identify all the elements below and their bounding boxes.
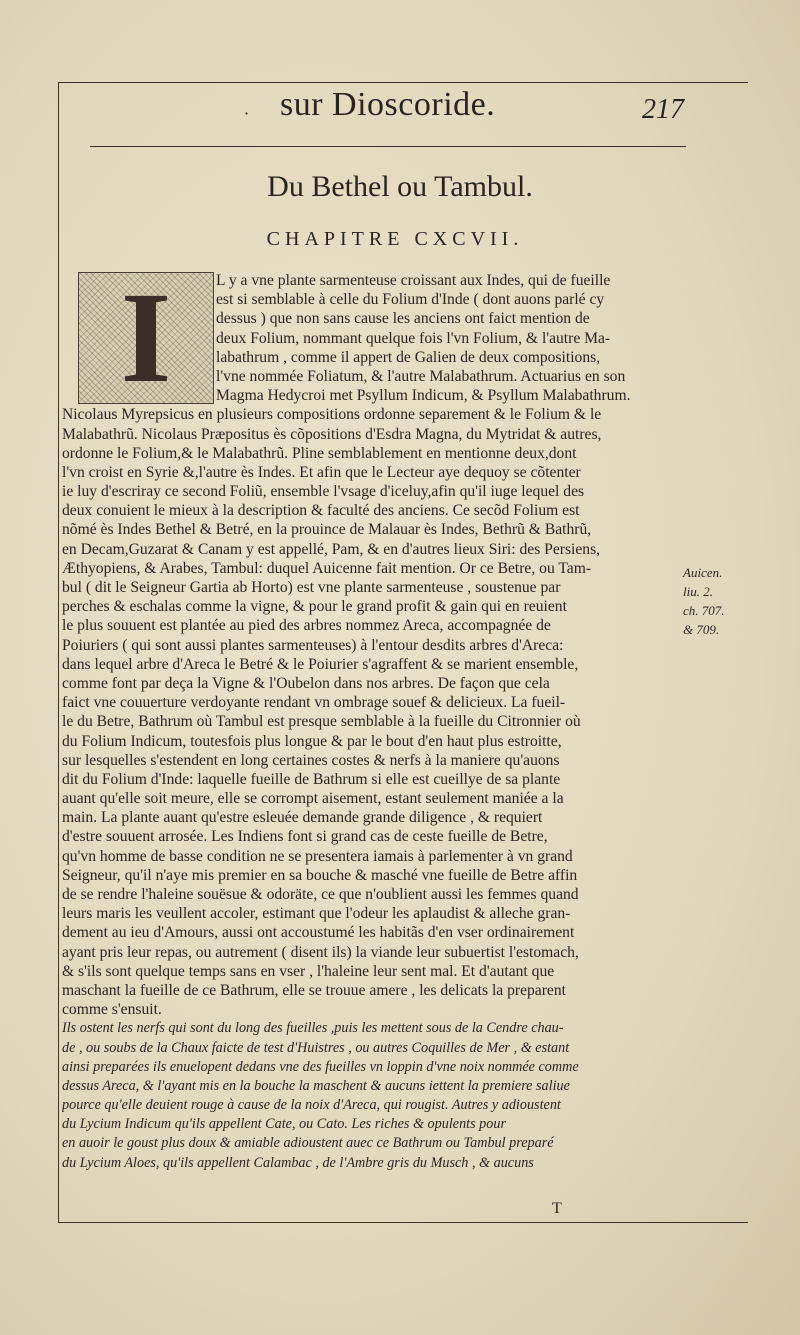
margin-note-line: Auicen.: [683, 565, 723, 580]
text-line: L y a vne plante sarmenteuse croissant aux Indes, qui de fueille: [216, 272, 611, 289]
catchword: T: [552, 1200, 562, 1217]
text-line: dement au ieu d'Amours, aussi ont accoustumé les habitãs d'en vser ordinairement: [62, 924, 575, 942]
text-line: comme font par deça la Vigne & l'Oubelon dans nos arbres. De façon que cela: [62, 674, 550, 692]
chapter-number: CHAPITRE CXCVII.: [266, 228, 524, 250]
text-line: de , ou soubs de la Chaux faicte de test d'Huistres , ou autres Coquilles de Mer , & estant: [62, 1039, 570, 1056]
text-line: auant qu'elle soit meure, elle se corrompt aisement, estant seulement maniée a la: [62, 790, 564, 808]
text-line: dans lequel arbre d'Areca le Betré & le Poiurier s'agraffent & se marient ensemble,: [62, 655, 579, 673]
margin-note-line: & 709.: [683, 622, 720, 637]
text-line: dessus Areca, & l'ayant mis en la bouche la maschent & aucuns iettent la premiere saliue: [62, 1077, 570, 1094]
margin-note: [683, 563, 743, 639]
text-line: dessus ) que non sans cause les anciens ont faict mention de: [216, 310, 590, 328]
text-line: perches & eschalas comme la vigne, & pour le grand profit & gain qui en reuient: [62, 598, 567, 616]
text-line: du Folium Indicum, toutesfois plus longue & par le bout d'en haut plus estroitte,: [62, 732, 562, 750]
text-line: comme s'ensuit.: [62, 1001, 162, 1019]
text-line: du Lycium Indicum qu'ils appellent Cate, ou Cato. Les riches & opulents pour: [62, 1116, 506, 1133]
text-line: Magma Hedycroi met Psyllum Indicum, & Psyllum Malabathrum.: [216, 387, 631, 405]
running-head: sur Dioscoride.: [280, 86, 496, 123]
text-line: l'vn croist en Syrie &,l'autre ès Indes. Et afin que le Lecteur aye dequoy se cõtenter: [62, 463, 581, 481]
body-text: [62, 266, 680, 1173]
text-line: dit du Folium d'Inde: laquelle fueille de Bathrum si elle est cueillye de sa plante: [62, 770, 561, 788]
text-line: ayant pris leur repas, ou autrement ( disent ils) la viande leur subuertist l'estomach,: [62, 943, 579, 961]
text-line: le plus souuent est plantée au pied des arbres nommez Areca, accompagnée de: [62, 617, 551, 635]
header-ornament-dot: ·: [244, 104, 250, 123]
page-number: 217: [642, 94, 684, 125]
text-line: d'estre souuent arrosée. Les Indiens font si grand cas de ceste fueille de Betre,: [62, 828, 548, 846]
initial-letter: I: [120, 266, 172, 410]
frame-bottom-rule: [58, 1222, 748, 1223]
text-line: l'vne nommée Foliatum, & l'autre Malabathrum. Actuarius en son: [216, 367, 626, 385]
text-line: qu'vn homme de basse condition ne se presentera iamais à parlementer à vn grand: [62, 847, 573, 865]
text-line: main. La plante auant qu'estre esleuée demande grande diligence , & requiert: [62, 809, 543, 827]
text-line: ordonne le Folium,& le Malabathrũ. Pline semblablement en mentionne deux,dont: [62, 444, 577, 462]
text-line: Malabathrũ. Nicolaus Præpositus ès cõpositions d'Esdra Magna, du Mytridat & autres,: [62, 425, 602, 443]
text-line: le du Betre, Bathrum où Tambul est presque semblable à la fueille du Citronnier où: [62, 713, 581, 731]
text-line: labathrum , comme il appert de Galien de deux compositions,: [216, 348, 601, 366]
text-line: Seigneur, qu'il n'aye mis premier en sa bouche & masché vne fueille de Betre affin: [62, 866, 578, 884]
frame-left-rule: [58, 82, 59, 1222]
text-line: Æthyopiens, & Arabes, Tambul: duquel Auicenne fait mention. Or ce Betre, ou Tam-: [62, 559, 592, 577]
text-line: ainsi preparées ils enuelopent dedans vne des fueilles vn loppin d'vne noix nommée comme: [62, 1058, 579, 1075]
margin-note-line: liu. 2.: [683, 584, 713, 599]
text-line: ie luy d'escriray ce second Foliũ, ensemble l'vsage d'iceluy,afin qu'il iuge lequel des: [62, 483, 585, 501]
text-line: Nicolaus Myrepsicus en plusieurs compositions ordonne separement & le Folium & le: [62, 406, 602, 424]
text-line: est si semblable à celle du Folium d'Inde ( dont auons parlé cy: [216, 291, 605, 309]
header-rule: [90, 146, 686, 147]
chapter-title: Du Bethel ou Tambul.: [267, 170, 533, 203]
text-line: deux Folium, nommant quelque fois l'vn Folium, & l'autre Ma-: [216, 329, 611, 347]
text-line: leurs maris les veullent accoler, estimant que l'odeur les aplaudist & alleche gran-: [62, 905, 571, 923]
margin-note-line: ch. 707.: [683, 603, 725, 618]
text-line: Ils ostent les nerfs qui sont du long des fueilles ,puis les mettent sous de la Cendre chau-: [62, 1020, 564, 1037]
text-line: pource qu'elle deuient rouge à cause de la noix d'Areca, qui rougist. Autres y adioustent: [62, 1097, 561, 1114]
text-line: en auoir le goust plus doux & amiable adioustent auec ce Bathrum ou Tambul preparé: [62, 1135, 554, 1152]
text-line: deux conuient le mieux à la description & faculté des anciens. Ce secõd Folium est: [62, 502, 580, 520]
text-line: de se rendre l'haleine souësue & odoräte, ce que n'oublient aussi les femmes quand: [62, 886, 579, 903]
text-line: nõmé ès Indes Bethel & Betré, en la prouince de Malauar ès Indes, Bethrũ & Bathrũ,: [62, 521, 592, 539]
text-line: Poiuriers ( qui sont aussi plantes sarmenteuses) à l'entour desdits arbres d'Areca:: [62, 636, 564, 654]
text-line: sur lesquelles s'estendent en long certaines costes & nerfs à la maniere qu'auons: [62, 751, 560, 769]
text-line: du Lycium Aloes, qu'ils appellent Calambac , de l'Ambre gris du Musch , & aucuns: [62, 1154, 534, 1171]
text-line: bul ( dit le Seigneur Gartia ab Horto) est vne plante sarmenteuse , soustenue par: [62, 579, 561, 596]
text-line: & s'ils sont quelque temps sans en vser , l'haleine leur sent mal. Et d'autant que: [62, 962, 555, 980]
frame-top-rule: [58, 82, 748, 83]
text-line: maschant la fueille de ce Bathrum, elle se trouue amere , les delicats la preparent: [62, 981, 566, 999]
text-line: faict vne couuerture verdoyante rendant vn ombrage souef & delicieux. La fueil-: [62, 694, 566, 712]
text-line: en Decam,Guzarat & Canam y est appellé, Pam, & en d'autres lieux Siri: des Persiens,: [62, 540, 601, 558]
